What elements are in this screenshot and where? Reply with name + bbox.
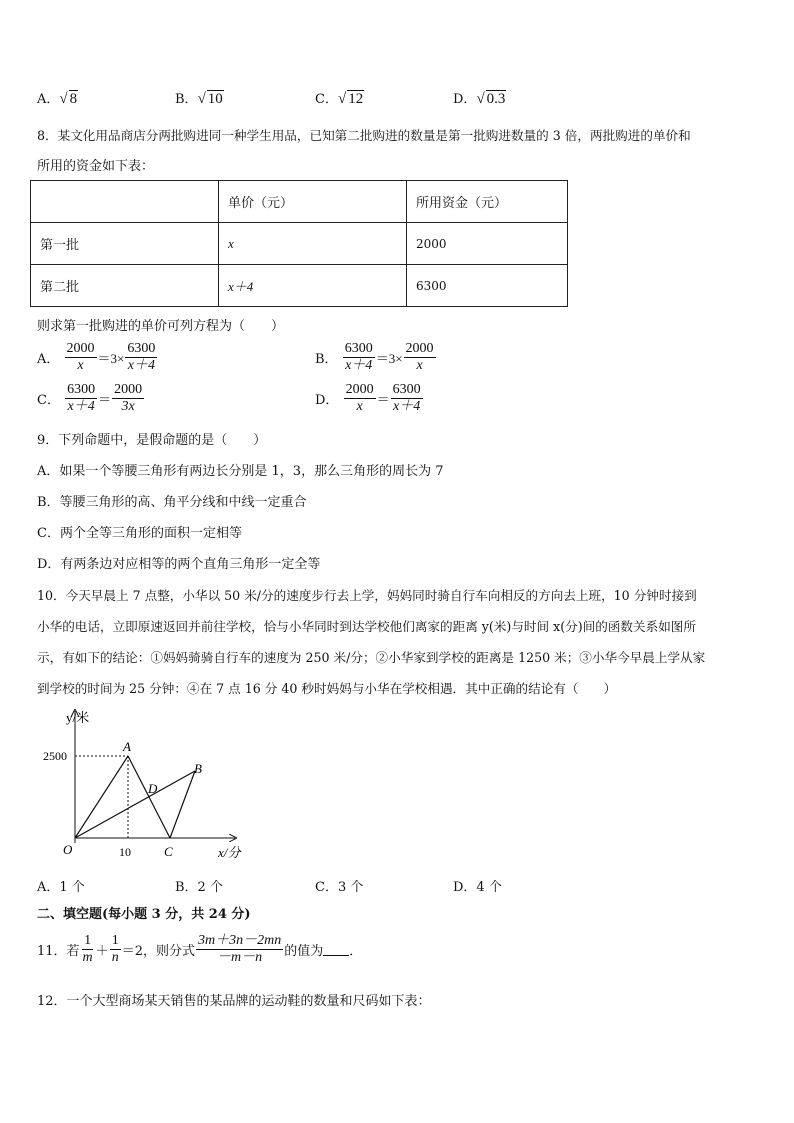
table-cell: 第二批	[31, 265, 219, 307]
table-cell: 2000	[407, 223, 568, 265]
radicand: 0.3	[486, 91, 506, 107]
numerator: 6300	[392, 382, 421, 397]
numerator: 3m＋3n－2mn	[197, 933, 282, 948]
segment-oa	[75, 756, 128, 838]
option-label: A．	[37, 92, 60, 107]
q11-line	[37, 933, 362, 966]
numerator: 1	[111, 933, 119, 948]
operator: ＝	[98, 392, 112, 407]
radicand: 12	[348, 91, 364, 107]
q8-option-c	[37, 382, 145, 415]
fraction	[65, 341, 97, 374]
q10-option-b: B．2 个	[175, 880, 223, 895]
table-cell: x＋4	[219, 265, 407, 307]
y-axis-label: y/米	[66, 710, 90, 725]
q10-line1: 10．今天早晨上 7 点整，小华以 50 米/分的速度步行去上学，妈妈同时骑自行车向相反的方向去上班，10 分钟时接到	[37, 588, 697, 603]
x-axis-label: x/分	[218, 845, 241, 860]
numerator: 2000	[405, 341, 434, 356]
q10-distance-time-graph	[40, 705, 270, 865]
table-cell: 第一批	[31, 223, 219, 265]
fraction	[112, 382, 144, 415]
option-label: B．	[175, 92, 198, 107]
option-label: D．	[453, 92, 477, 107]
numerator: 2000	[114, 382, 143, 397]
table-cell: x	[219, 223, 407, 265]
option-label: D．	[315, 393, 339, 408]
q9-option-c: C．两个全等三角形的面积一定相等	[37, 526, 242, 541]
denominator: x＋4	[392, 399, 421, 414]
radicand: 8	[69, 91, 78, 107]
q10-line4: 到学校的时间为 25 分钟：④在 7 点 16 分 40 秒时妈妈与小华在学校相遇．其中正确的结论有（ ）	[37, 681, 617, 696]
fraction	[125, 341, 157, 374]
section-title: 二、填空题(每小题 3 分，共 24 分)	[37, 907, 251, 922]
fraction	[81, 933, 95, 966]
q11-end: ．	[349, 944, 363, 959]
numerator: 6300	[67, 382, 96, 397]
q7-option-b	[175, 88, 224, 108]
segment-ob	[75, 771, 195, 838]
q12-stem: 12．一个大型商场某天销售的某品牌的运动鞋的数量和尺码如下表：	[37, 994, 431, 1009]
denominator: x	[77, 358, 84, 373]
q10-option-a: A．1 个	[37, 880, 85, 895]
denominator: n	[111, 950, 119, 965]
q8-stem-line2: 所用的资金如下表：	[37, 159, 155, 174]
table-header-cell: 单价（元）	[219, 181, 407, 223]
numerator: 2000	[66, 341, 95, 356]
denominator: 3x	[121, 399, 135, 414]
q8-price-table	[30, 180, 568, 307]
sqrt-expression: √ 0.3	[476, 91, 506, 107]
segment-cb	[170, 771, 195, 838]
answer-blank	[323, 943, 349, 956]
numerator: 1	[84, 933, 92, 948]
option-label: A．	[37, 352, 60, 367]
q10-option-d: D．4 个	[453, 880, 502, 895]
table-row	[31, 265, 568, 307]
sqrt-expression: √ 12	[337, 91, 364, 107]
fraction	[391, 382, 423, 415]
denominator: x＋4	[127, 358, 155, 373]
q9-option-b: B．等腰三角形的高、角平分线和中线一定重合	[37, 495, 307, 510]
q8-option-b	[315, 341, 437, 374]
numerator: 6300	[344, 341, 373, 356]
option-label: C．	[37, 393, 60, 408]
operator: ＝3×	[375, 351, 403, 366]
point-b-label: B	[194, 761, 202, 776]
point-a-label: A	[123, 739, 131, 754]
table-row	[31, 223, 568, 265]
q10-line2: 小华的电话，立即原速返回并前往学校，恰与小华同时到达学校他们离家的距离 y(米)与时间 x(分)间的函数关系如图所	[37, 619, 696, 634]
q8-question: 则求第一批购进的单价可列方程为（ ）	[37, 319, 285, 334]
q9-option-a: A．如果一个等腰三角形有两边长分别是 1，3，那么三角形的周长为 7	[37, 464, 444, 479]
table-cell	[31, 181, 219, 223]
option-label: B．	[315, 352, 338, 367]
q7-option-a	[37, 88, 78, 108]
fraction	[196, 933, 283, 966]
denominator: m	[82, 950, 93, 965]
radicand: 10	[207, 91, 223, 107]
point-d-label: D	[148, 781, 158, 796]
table-cell: 6300	[407, 265, 568, 307]
operator: ＋	[95, 943, 109, 958]
q8-stem-line1: 8．某文化用品商店分两批购进同一种学生用品，已知第二批购进的数量是第一批购进数量的 3 倍，两批购进的单价和	[37, 128, 691, 143]
denominator: x	[416, 358, 423, 373]
denominator: x	[356, 399, 363, 414]
x-tick-label: 10	[119, 845, 131, 859]
fraction	[404, 341, 436, 374]
q9-stem: 9．下列命题中，是假命题的是（ ）	[37, 433, 267, 448]
operator: ＝	[376, 392, 390, 407]
table-header-cell: 所用资金（元）	[407, 181, 568, 223]
q10-option-c: C．3 个	[315, 880, 364, 895]
y-tick-label: 2500	[43, 749, 67, 763]
sqrt-expression: √ 10	[197, 91, 223, 107]
q11-suffix: 的值为	[284, 944, 324, 959]
fraction	[110, 933, 121, 966]
denominator: －m－n	[217, 950, 263, 965]
q8-option-d	[315, 382, 424, 415]
point-c-label: C	[164, 844, 173, 859]
q8-option-a	[37, 341, 158, 374]
q7-option-d	[453, 88, 506, 108]
denominator: x＋4	[67, 399, 95, 414]
numerator: 6300	[127, 341, 156, 356]
q9-option-d: D．有两条边对应相等的两个直角三角形一定全等	[37, 557, 321, 572]
origin-label: O	[63, 842, 73, 857]
option-label: C．	[315, 92, 338, 107]
operator: ＝3×	[97, 351, 125, 366]
sqrt-expression: √ 8	[59, 91, 78, 107]
denominator: x＋4	[345, 358, 373, 373]
q11-condition-text: ＝2，则分式	[121, 944, 195, 959]
fraction	[65, 382, 97, 415]
fraction	[344, 382, 376, 415]
q7-option-c	[315, 88, 364, 108]
fraction	[343, 341, 375, 374]
q11-prefix: 11．若	[37, 944, 80, 959]
q10-line3: 示，有如下的结论：①妈妈骑骑自行车的速度为 250 米/分；②小华家到学校的距离是 1250 米；③小华今早晨上学从家	[37, 650, 706, 665]
numerator: 2000	[345, 382, 374, 397]
table-header-row	[31, 181, 568, 223]
